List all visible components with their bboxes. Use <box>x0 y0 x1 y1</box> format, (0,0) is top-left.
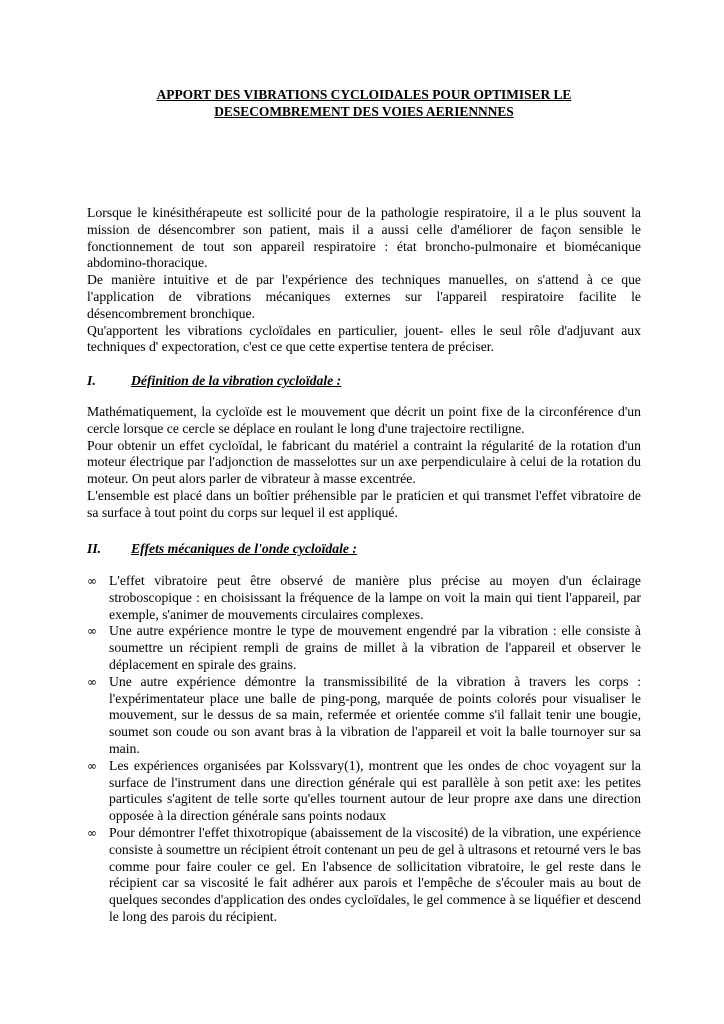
intro-section <box>87 205 641 356</box>
section-1-paragraph: Pour obtenir un effet cycloïdal, le fabricant du matériel a contraint la régularité de la rotation d'un moteur électrique par l'adjonction de masselottes sur un axe perpendiculaire à celui de la rotation du moteur. On peut alors parler de vibrateur à masse excentrée. <box>87 437 641 487</box>
infinity-bullet-icon: ∞ <box>87 825 97 840</box>
title-line-2: DESECOMBREMENT DES VOIES AERIENNNES <box>214 103 514 119</box>
list-item <box>87 674 641 758</box>
section-2-bullet-list <box>87 573 641 926</box>
section-2-heading <box>87 540 357 557</box>
section-1-paragraph: L'ensemble est placé dans un boîtier préhensible par le praticien et qui transmet l'effet vibratoire de sa surface à tout point du corps sur lequel il est appliqué. <box>87 487 641 520</box>
list-item-text: Pour démontrer l'effet thixotropique (abaissement de la viscosité) de la vibration, une expérience consiste à soumettre un récipient étroit contenant un peu de gel à ultrasons et retourné vers le bas comme pour faire couler ce gel. En l'absence de sollicitation vibratoire, le gel reste dans le récipient car sa viscosité le fait adhérer aux parois et l'empêche de s'écouler mais au bout de quelques secondes d'application des ondes cycloïdales, le gel commence à se liquéfier et descend le long des parois du récipient. <box>109 824 641 924</box>
title-line-1: APPORT DES VIBRATIONS CYCLOIDALES POUR OPTIMISER LE <box>156 87 572 102</box>
section-1-body <box>87 404 641 522</box>
section-2-number: II. <box>87 541 102 556</box>
list-item <box>87 573 641 623</box>
list-item <box>87 825 641 926</box>
section-1-heading <box>87 372 341 389</box>
section-1-title: Définition de la vibration cycloïdale : <box>131 373 342 388</box>
infinity-bullet-icon: ∞ <box>87 758 97 773</box>
document-title <box>87 87 641 120</box>
section-1-number: I. <box>87 373 96 388</box>
list-item-text: Une autre expérience démontre la transmissibilité de la vibration à travers les corps : l'expérimentateur place une balle de ping-pong, marquée de points colorés pour visualiser le mouvement, sur le dessus de sa main, refermée et orientée comme s'il fallait tenir une bougie, soumet son coude ou son avant bras à la vibration de l'appareil et voit la balle tournoyer sur sa main. <box>109 673 641 756</box>
list-item <box>87 758 641 825</box>
list-item-text: Les expériences organisées par Kolssvary(1), montrent que les ondes de choc voyagent sur la surface de l'instrument dans une direction générale qui est parallèle à son petit axe: les petites particules s'agitent de telle sorte qu'elles tournent autour de leur propre axe dans une direction opposée à la direction générale sans points nodaux <box>109 757 641 824</box>
infinity-bullet-icon: ∞ <box>87 624 97 639</box>
list-item-text: L'effet vibratoire peut être observé de manière plus précise au moyen d'un éclairage stroboscopique : en choisissant la fréquence de la lampe on voit la main qui tient l'appareil, par exemple, s'animer de mouvements circulaires complexes. <box>109 573 641 622</box>
infinity-bullet-icon: ∞ <box>87 574 97 588</box>
intro-paragraph: Qu'apportent les vibrations cycloïdales en particulier, jouent- elles le seul rôle d'adjuvant aux techniques d' expectoration, c'est ce que cette expertise tentera de préciser. <box>87 322 641 355</box>
intro-paragraph: De manière intuitive et de par l'expérience des techniques manuelles, on s'attend à ce que l'application de vibrations mécaniques externes sur l'appareil respiratoire facilite le désencombrement bronchique. <box>87 272 641 321</box>
list-item-text: Une autre expérience montre le type de mouvement engendré par la vibration : elle consiste à soumettre un récipient rempli de grains de millet à la vibration de l'appareil et observer le déplacement en spirale des grains. <box>109 623 641 672</box>
list-item <box>87 623 641 673</box>
intro-paragraph: Lorsque le kinésithérapeute est sollicité pour de la pathologie respiratoire, il a le plus souvent la mission de désencombrer son patient, mais il a aussi celle d'améliorer de façon sensible le fonctionnement de tout son appareil respiratoire : état broncho-pulmonaire et biomécanique abdomino-thoracique. <box>87 205 641 271</box>
section-2-title: Effets mécaniques de l'onde cycloïdale : <box>131 541 357 556</box>
infinity-bullet-icon: ∞ <box>87 674 97 689</box>
section-1-paragraph: Mathématiquement, la cycloïde est le mouvement que décrit un point fixe de la circonférence d'un cercle lorsque ce cercle se déplace en roulant le long d'une trajectoire rectiligne. <box>87 404 641 436</box>
